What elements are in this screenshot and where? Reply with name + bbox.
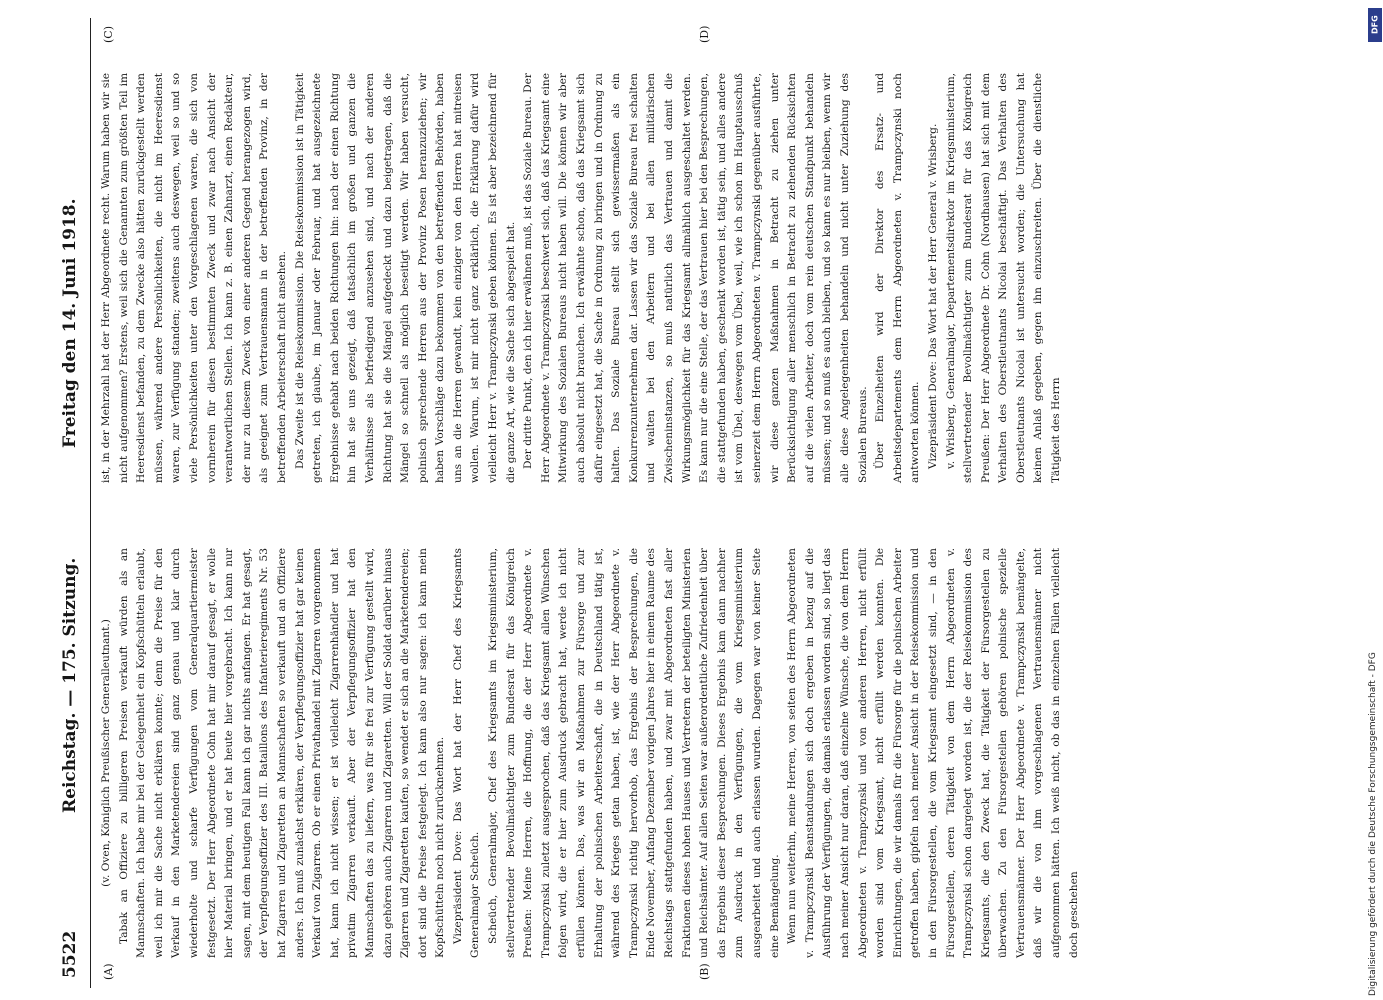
margin-marker-b: (B) <box>698 963 711 980</box>
vice-president-line-1: Vizepräsident Dove: Das Wort hat der Herr Chef des Kriegsamts Generalmajor Scheüch. <box>451 548 482 958</box>
margin-marker-a: (A) <box>102 963 115 980</box>
right-paragraph-5: v. Wrisberg, Generalmajor, Departementsdirektor im Kriegsministerium, stellvertretender Bevollmächtigter zum Bundesrat für das Königreich Preußen: Der Herr Abgeordnete Dr. Cohn (Nordhausen) hat sich mit dem Verhalten des Oberstleutnants Nicolai beschäftigt. Das Verhalten des Oberstleutnants Nicolai ist untersucht worden; die Untersuchung hat keinen Anlaß gegeben, gegen ihn einzuschreiten. Über die dienstliche Tätigkeit des Herrn <box>944 73 1063 483</box>
right-column <box>98 73 1066 483</box>
margin-marker-c: (C) <box>102 26 115 43</box>
funding-note <box>1368 8 1382 998</box>
page-number: 5522 <box>60 930 80 978</box>
page-header <box>58 18 88 988</box>
right-paragraph-2: Das Zweite ist die Reisekommission. Die Reisekommission ist in Tätigkeit getreten, ich glaube, im Januar oder Februar, und hat ausgezeichnete Ergebnisse gehabt nach beiden Richtungen hin: nach der einen Richtung hin hat sie uns gezeigt, daß tatsächlich im großen und ganzen die Verhältnisse als befriedigend anzusehen sind, und nach der anderen Richtung hat sie die Mängel aufgedeckt und dazu beigetragen, daß die Mängel so schnell als möglich beseitigt werden. Wir haben versucht, polnisch sprechende Herren aus der Provinz Posen heranzuziehen; wir haben Vorschläge dazu bekommen von den betreffenden Behörden, haben uns an die Herren gewandt, kein einziger von den Herren hat mitreisen wollen. Warum, ist mir nicht ganz erklärlich, die Erklärung dafür wird vielleicht Herr v. Trampczynski geben können. Es ist aber bezeichnend für die ganze Art, wie die Sache sich abgespielt hat. <box>293 73 517 483</box>
funding-note-text: Digitalisierung gefördert durch die Deutsche Forschungsgemeinschaft - DFG <box>1368 652 1378 996</box>
session-title: Reichstag. — 175. Sitzung. <box>60 557 80 813</box>
right-paragraph-4: Über Einzelheiten wird der Direktor des Ersatz- und Arbeitsdepartements dem Herrn Abgeordneten v. Trampczynski noch antworten können. <box>874 73 922 483</box>
margin-marker-d: (D) <box>698 25 711 43</box>
right-paragraph-1: ist, in der Mehrzahl hat der Herr Abgeordnete recht. Warum haben wir sie nicht aufgenommen? Erstens, weil sich die Genannten zum größten Teil im Heeresdienst befanden, zu dem Zwecke also hätten zurückgestellt werden müssen, während andere Persönlichkeiten, die nicht im Heeresdienst waren, zur Verfügung standen; zweitens auch deswegen, weil so und so viele Persönlichkeiten unter den Vorgeschlagenen waren, die sich von vornherein für diesen bestimmten Zweck und zwar nach Ansicht der verantwortlichen Stellen. Ich kann z. B. einen Zahnarzt, einen Redakteur, der nur zu diesem Zweck von einer anderen Gegend herangezogen wird, als geeignet zum Vertrauensmann in der betreffenden Provinz, in der betreffenden Arbeiterschaft nicht ansehen. <box>100 73 288 483</box>
vice-president-line-2: Vizepräsident Dove: Das Wort hat der Herr General v. Wrisberg. <box>926 123 939 469</box>
session-date: Freitag den 14. Juni 1918. <box>60 198 80 448</box>
dfg-logo: DFG <box>1368 8 1382 42</box>
left-column <box>98 548 1083 958</box>
left-paragraph-2: Scheüch, Generalmajor, Chef des Kriegsamts im Kriegsministerium, stellvertretender Bevollmächtigter zum Bundesrat für das Königreich Preußen: Meine Herren, die Hoffnung, die der Herr Abgeordnete v. Trampczynski zuletzt ausgesprochen, daß das Kriegsamt allen Wünschen folgen wird, die er hier zum Ausdruck gebracht hat, werde ich nicht erfüllen können. Das, was wir an Maßnahmen zur Fürsorge und zur Erhaltung der polnischen Arbeiterschaft, die in Deutschland tätig ist, während des Krieges getan haben, ist, wie der Herr Abgeordnete v. Trampczynski richtig hervorhob, das Ergebnis der Besprechungen, die Ende November, Anfang Dezember vorigen Jahres hier in einem Raume des Reichstags stattgefunden haben, und zwar mit Abgeordneten fast aller Fraktionen dieses hohen Hauses und Vertretern der beteiligten Ministerien und Reichsämter. Auf allen Seiten war außerordentliche Zufriedenheit über das Ergebnis dieser Besprechungen. Dieses Ergebnis kam dann nachher zum Ausdruck in den Verfügungen, die vom Kriegsministerium ausgearbeitet und auch erlassen wurden. Dagegen war von keiner Seite eine Bemängelung. <box>487 548 781 958</box>
header-rule <box>90 18 91 988</box>
left-paragraph-1: Tabak an Offiziere zu billigeren Preisen verkauft würden als an Mannschaften. Ich habe mir bei der Gelegenheit ein Kopfschütteln erlaubt, weil ich mir die Sache nicht erklären konnte; denn die Preise für den Verkauf in den Marketendereien sind ganz genau und klar durch wiederholte und scharfe Verfügungen vom Generalquartiermeister festgesetzt. Der Herr Abgeordnete Cohn hat mir darauf gesagt, er wolle hier Material bringen, und er hat heute hier vorgebracht. Ich kann nur sagen, mit dem heutigen Fall kann ich gar nichts anfangen. Er hat gesagt, der Verpflegungsoffizier des III. Bataillons des Infanterieregiments Nr. 53 hat Zigarren und Zigaretten an Mannschaften so verkauft und an Offiziere anders. Ich muß zunächst erklären, der Verpflegungsoffizier hat gar keinen Verkauf von Zigarren. Ob er einen Privathandel mit Zigarren vorgenommen hat, kann ich nicht wissen; er ist vielleicht Zigarrenhändler und hat privatim Zigarren verkauft. Aber der Verpflegungsoffizier hat den Mannschaften das zu liefern, was für sie frei zur Verfügung gestellt wird, dazu gehören auch Zigarren und Zigaretten. Will der Soldat darüber hinaus Zigarren und Zigaretten kaufen, so wendet er sich an die Marketendereien; dort sind die Preise festgelegt. Ich kann also nur sagen: ich kann mein Kopfschütteln noch nicht zurücknehmen. <box>117 548 447 958</box>
right-paragraph-3: Der dritte Punkt, den ich hier erwähnen muß, ist das Soziale Bureau. Der Herr Abgeordnete v. Trampczynski beschwert sich, daß das Kriegsamt eine Mitwirkung des Sozialen Bureaus nicht haben will. Die können wir aber auch absolut nicht brauchen. Ich erwähnte schon, daß das Kriegsamt sich dafür eingesetzt hat, die Sache in Ordnung zu bringen und in Ordnung zu halten. Das Soziale Bureau stellt sich gewissermaßen als ein Konkurrenzunternehmen dar. Lassen wir das Soziale Bureau frei schalten und walten bei den Arbeitern und bei allen militärischen Zwischeninstanzen, so muß natürlich das Vertrauen und damit die Wirkungsmöglichkeit für das Kriegsamt allmählich ausgeschaltet werden. Es kann nur die eine Stelle, der das Vertrauen hier bei den Besprechungen, die stattgefunden haben, geschenkt worden ist, tätig sein, und alles andere ist vom Übel, deswegen vom Übel, weil, wie ich schon im Hauptausschuß seinerzeit dem Herrn Abgeordneten v. Trampczynski gegenüber ausführte, wir diese ganzen Maßnahmen in Betracht zu ziehen unter Berücksichtigung aller menschlich in Betracht zu ziehenden Rücksichten auf die vielen Arbeiter, doch vom rein deutschen Standpunkt behandeln müssen; und so muß es auch bleiben, und so kann es nur bleiben, wenn wir alle diese Angelegenheiten behandeln und nicht unter Zuziehung des Sozialen Bureaus. <box>522 73 869 483</box>
rotated-page <box>58 18 1358 988</box>
left-paragraph-3: Wenn nun weiterhin, meine Herren, von seiten des Herrn Abgeordneten v. Trampczynski Beanstandungen sich doch ergeben in bezug auf die Ausführung der Verfügungen, die damals erlassen worden sind, so liegt das nach meiner Ansicht nur daran, daß einzelne Wünsche, die von dem Herrn Abgeordneten v. Trampczynski und von anderen Herren, nicht erfüllt worden sind vom Kriegsamt, nicht erfüllt werden konnten. Die Einrichtungen, die wir damals für die Fürsorge für die polnischen Arbeiter getroffen haben, gipfeln nach meiner Ansicht in der Reisekommission und in den Fürsorgestellen, die vom Kriegsamt eingesetzt sind, — in den Fürsorgestellen, deren Tätigkeit von dem Herrn Abgeordneten v. Trampczynski schon dargelegt worden ist, die der Reisekommission des Kriegsamts, die den Zweck hat, die Tätigkeit der Fürsorgestellen zu überwachen. Zu den Fürsorgestellen gehören polnische spezielle Vertrauensmänner. Der Herr Abgeordnete v. Trampczynski bemängelte, daß wir die von ihm vorgeschlagenen Vertrauensmänner nicht aufgenommen hätten. Ich weiß nicht, ob das in einzelnen Fällen vielleicht doch geschehen <box>786 548 1080 958</box>
speaker-intro: (v. Oven, Königlich Preußischer Generalleutnant.) <box>100 619 112 887</box>
